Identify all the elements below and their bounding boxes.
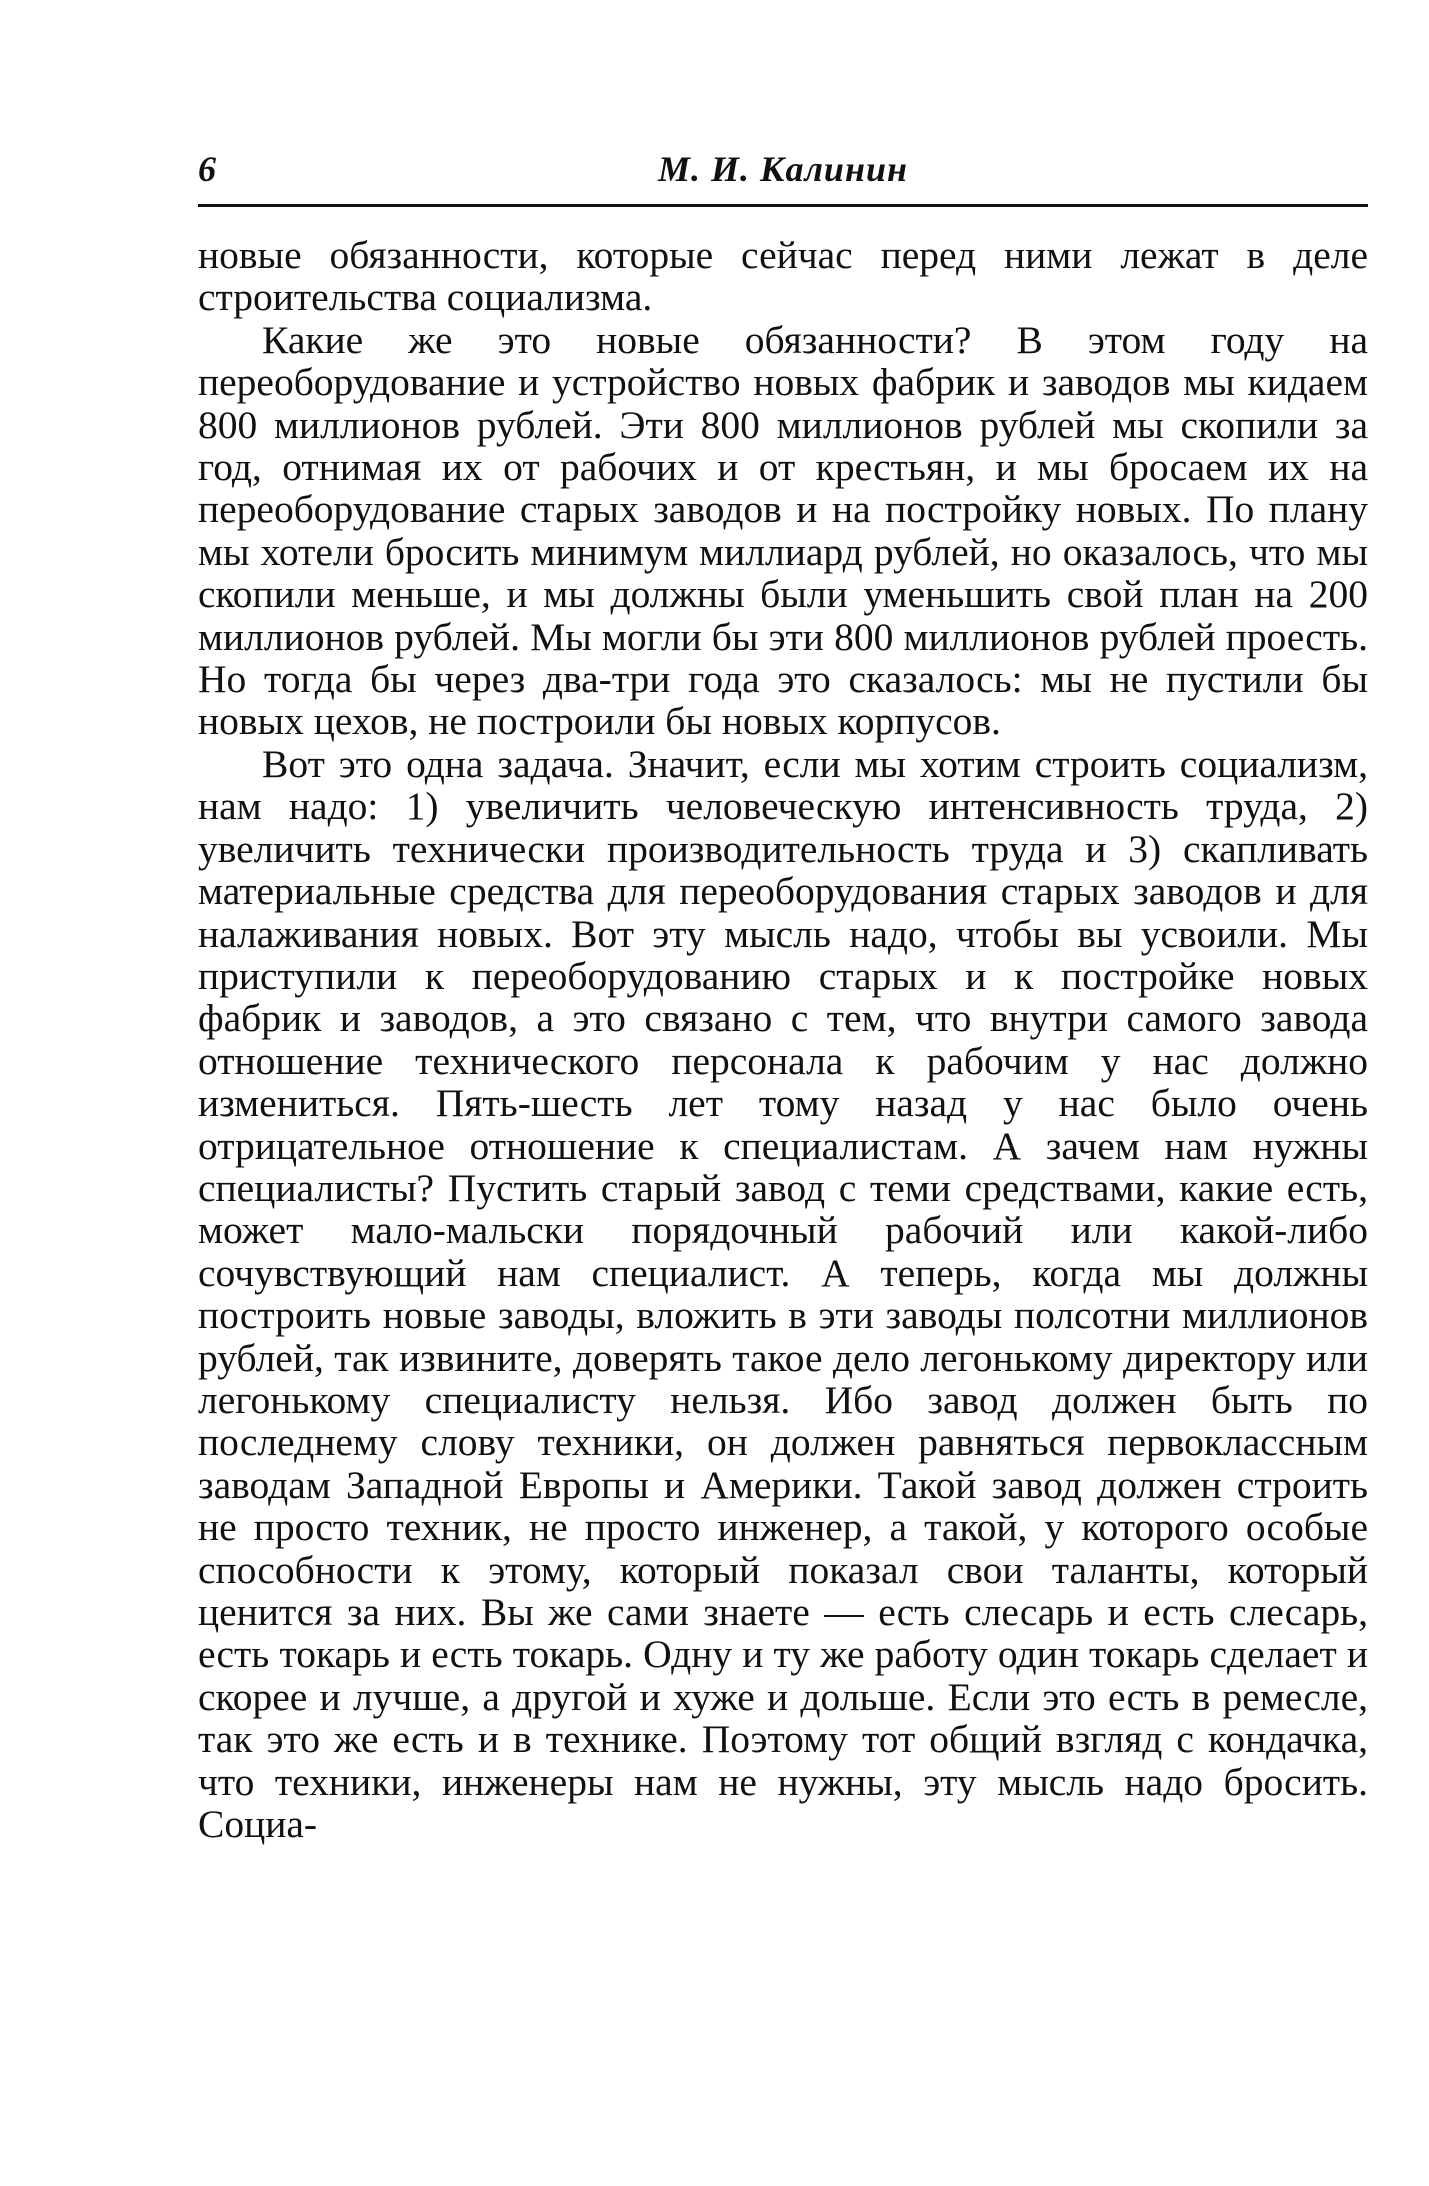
body-text [198,234,1368,1845]
running-head: М. И. Калинин [658,149,908,189]
header-rule [198,204,1368,207]
paragraph-continued: новые обязанности, которые сейчас перед ними лежат в деле строительства социализма. [198,233,1368,320]
page-header [198,140,1368,200]
paragraph: Какие же это новые обязанности? В этом году на переоборудование и устройство новых фабрик и заводов мы кидаем 800 миллионов рублей. Эти 800 миллионов рублей мы скопили за год, отнимая их от рабочих и от крестьян, и мы бросаем их на переоборудование старых заводов и на постройку новых. По плану мы хотели бросить минимум миллиард рублей, но оказалось, что мы скопили меньше, и мы должны были уменьшить свой план на 200 миллионов рублей. Мы могли бы эти 800 миллионов рублей проесть. Но тогда бы через два-три года это сказалось: мы не пустили бы новых цехов, не построили бы новых корпусов. [198,317,1368,744]
paragraph: Вот это одна задача. Значит, если мы хотим строить социализм, нам надо: 1) увеличить человеческую интенсивность труда, 2) увеличить технически производительность труда и 3) скапливать материальные средства для переоборудования старых заводов и для налаживания новых. Вот эту мысль надо, чтобы вы усвоили. Мы приступили к переоборудованию старых и к постройке новых фабрик и заводов, а это связано с тем, что внутри самого завода отношение технического персонала к рабочим у нас должно измениться. Пять-шесть лет тому назад у нас было очень отрицательное отношение к специалистам. А зачем нам нужны специалисты? Пустить старый завод с теми средствами, какие есть, может мало-мальски порядочный рабочий или какой-либо сочувствующий нам специалист. А теперь, когда мы должны построить новые заводы, вложить в эти заводы полсотни миллионов рублей, так извините, доверять такое дело легонькому директору или легонькому специалисту нельзя. Ибо завод должен быть по последнему слову техники, он должен равняться первоклассным заводам Западной Европы и Америки. Такой завод должен строить не просто техник, не просто инженер, а такой, у которого особые способности к этому, который показал свои таланты, который ценится за них. Вы же сами знаете — есть слесарь и есть слесарь, есть токарь и есть токарь. Одну и ту же работу один токарь сделает и скорее и лучше, а другой и хуже и дольше. Если это есть в ремесле, так это же есть и в технике. Поэтому тот общий взгляд с кондачка, что техники, инженеры нам не нужны, эту мысль надо бросить. Социа- [198,741,1368,1847]
page-number: 6 [198,149,216,189]
